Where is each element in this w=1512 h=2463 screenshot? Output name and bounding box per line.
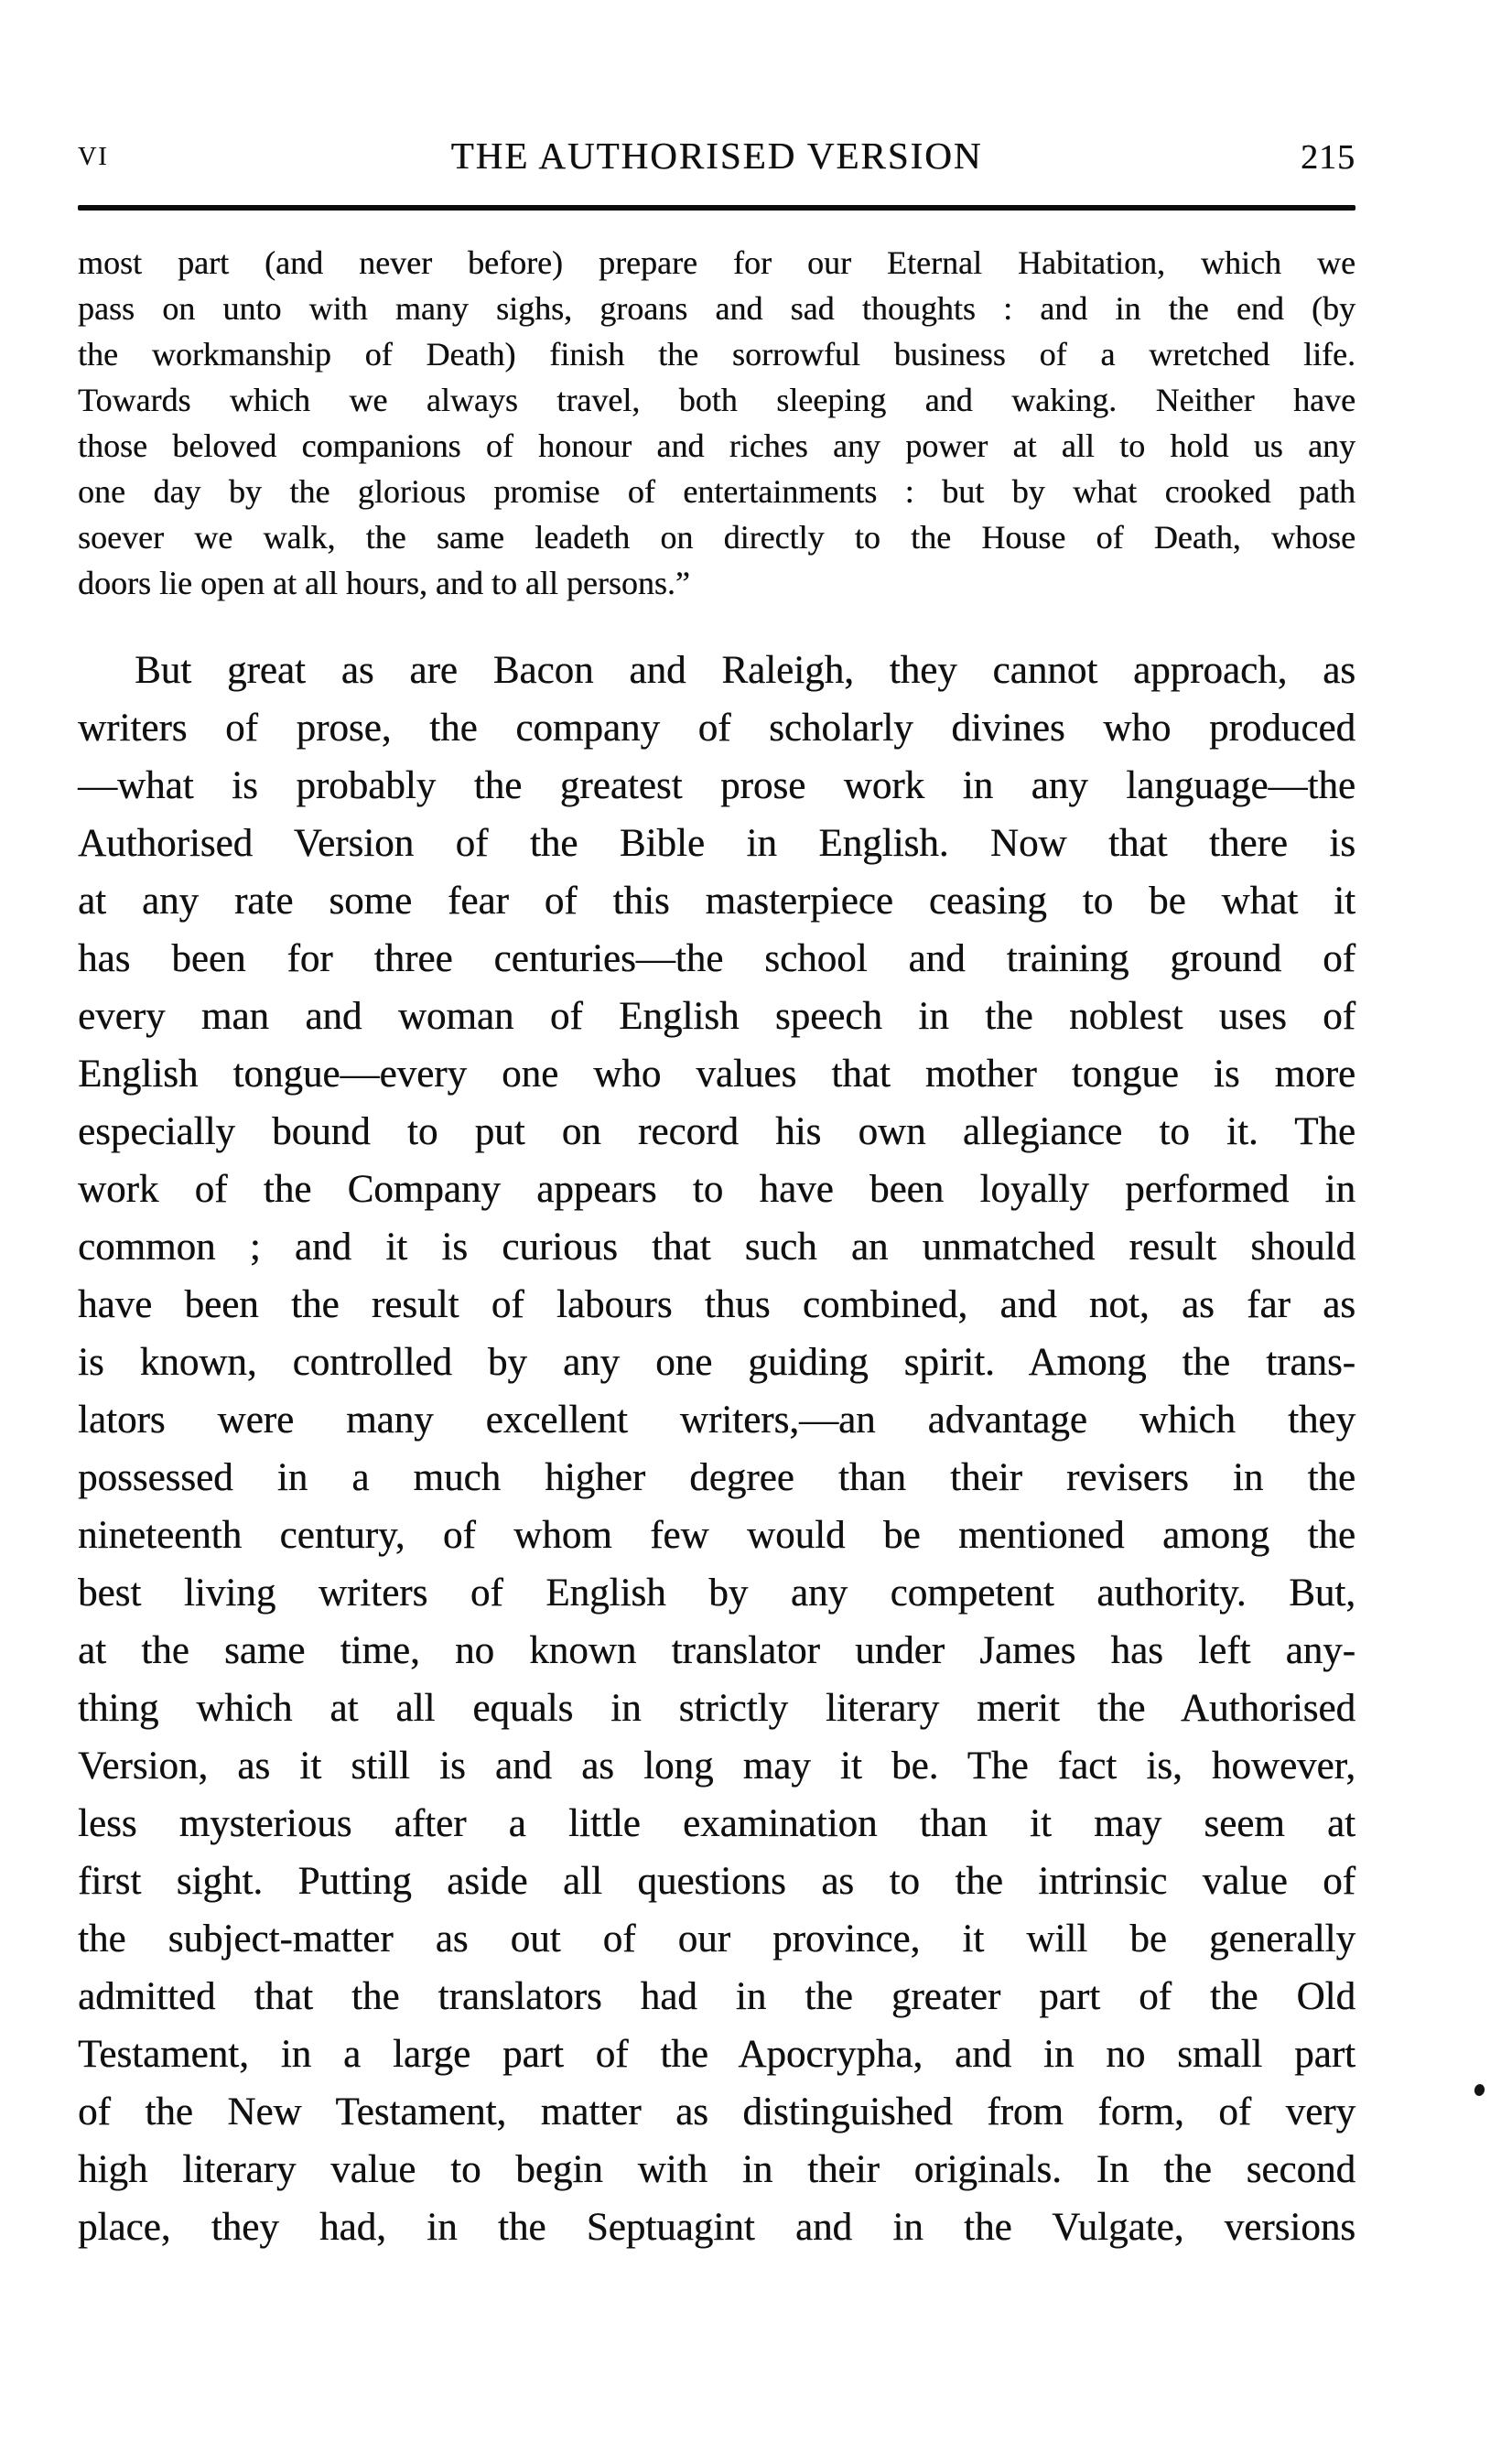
paragraph-line: first sight. Putting aside all questions as to the intrinsic value of: [78, 1860, 1355, 1903]
paragraph-line: every man and woman of English speech in the noblest uses of: [78, 995, 1355, 1038]
paragraph-line: nineteenth century, of whom few would be mentioned among the: [78, 1514, 1355, 1557]
paragraph-line: has been for three centuries—the school and training ground of: [78, 937, 1355, 980]
quote-line: pass on unto with many sighs, groans and sad thoughts : and in the end (by: [78, 290, 1355, 327]
paragraph-line: possessed in a much higher degree than their revisers in the: [78, 1456, 1355, 1499]
running-header: [78, 132, 1355, 178]
paragraph-line: the subject-matter as out of our province, it will be generally: [78, 1917, 1355, 1961]
quote-line: Towards which we always travel, both sleeping and waking. Neither have: [78, 382, 1355, 418]
paragraph-line: common ; and it is curious that such an unmatched result should: [78, 1226, 1355, 1269]
paragraph-line: —what is probably the greatest prose work in any language—the: [78, 764, 1355, 807]
paragraph-line: place, they had, in the Septuagint and in the Vulgate, versions: [78, 2206, 1355, 2249]
paragraph-line: Authorised Version of the Bible in English. Now that there is: [78, 822, 1355, 865]
paragraph-line: Testament, in a large part of the Apocrypha, and in no small part: [78, 2033, 1355, 2076]
paragraph-line: is known, controlled by any one guiding spirit. Among the trans-: [78, 1341, 1355, 1384]
header-divider-rule: [78, 205, 1355, 211]
paragraph-line: best living writers of English by any competent authority. But,: [78, 1572, 1355, 1615]
quote-line: soever we walk, the same leadeth on directly to the House of Death, whose: [78, 519, 1355, 556]
paragraph-line: have been the result of labours thus combined, and not, as far as: [78, 1283, 1355, 1326]
quote-line: one day by the glorious promise of entertainments : but by what crooked path: [78, 473, 1355, 510]
paragraph-line: thing which at all equals in strictly literary merit the Authorised: [78, 1687, 1355, 1730]
quote-line: most part (and never before) prepare for our Eternal Habitation, which we: [78, 244, 1355, 281]
running-title: THE AUTHORISED VERSION: [450, 135, 983, 177]
ink-speck: [1474, 2083, 1486, 2097]
paragraph-line: high literary value to begin with in their originals. In the second: [78, 2148, 1355, 2191]
paragraph-line: of the New Testament, matter as distinguished from form, of very: [78, 2090, 1355, 2134]
paragraph-line: English tongue—every one who values that mother tongue is more: [78, 1053, 1355, 1096]
quote-line: the workmanship of Death) finish the sorrowful business of a wretched life.: [78, 336, 1355, 373]
page-number: 215: [1301, 138, 1355, 177]
paragraph-line: at the same time, no known translator under James has left any-: [78, 1629, 1355, 1672]
paragraph-line: Version, as it still is and as long may it be. The fact is, however,: [78, 1745, 1355, 1788]
paragraph-line: lators were many excellent writers,—an advantage which they: [78, 1399, 1355, 1442]
paragraph-line: less mysterious after a little examination than it may seem at: [78, 1802, 1355, 1845]
paragraph-line: But great as are Bacon and Raleigh, they cannot approach, as: [135, 649, 1355, 692]
paragraph-line: work of the Company appears to have been loyally performed in: [78, 1168, 1355, 1211]
paragraph-line: especially bound to put on record his own allegiance to it. The: [78, 1110, 1355, 1153]
quotation-block: [78, 240, 1355, 606]
paragraph-line: writers of prose, the company of scholarly divines who produced: [78, 707, 1355, 750]
paragraph-line: at any rate some fear of this masterpiece ceasing to be what it: [78, 880, 1355, 923]
quote-line: doors lie open at all hours, and to all persons.”: [78, 565, 690, 601]
chapter-signature: VI: [78, 143, 109, 171]
quote-line: those beloved companions of honour and riches any power at all to hold us any: [78, 427, 1355, 464]
body-paragraph: [78, 642, 1355, 2256]
paragraph-line: admitted that the translators had in the greater part of the Old: [78, 1975, 1355, 2018]
